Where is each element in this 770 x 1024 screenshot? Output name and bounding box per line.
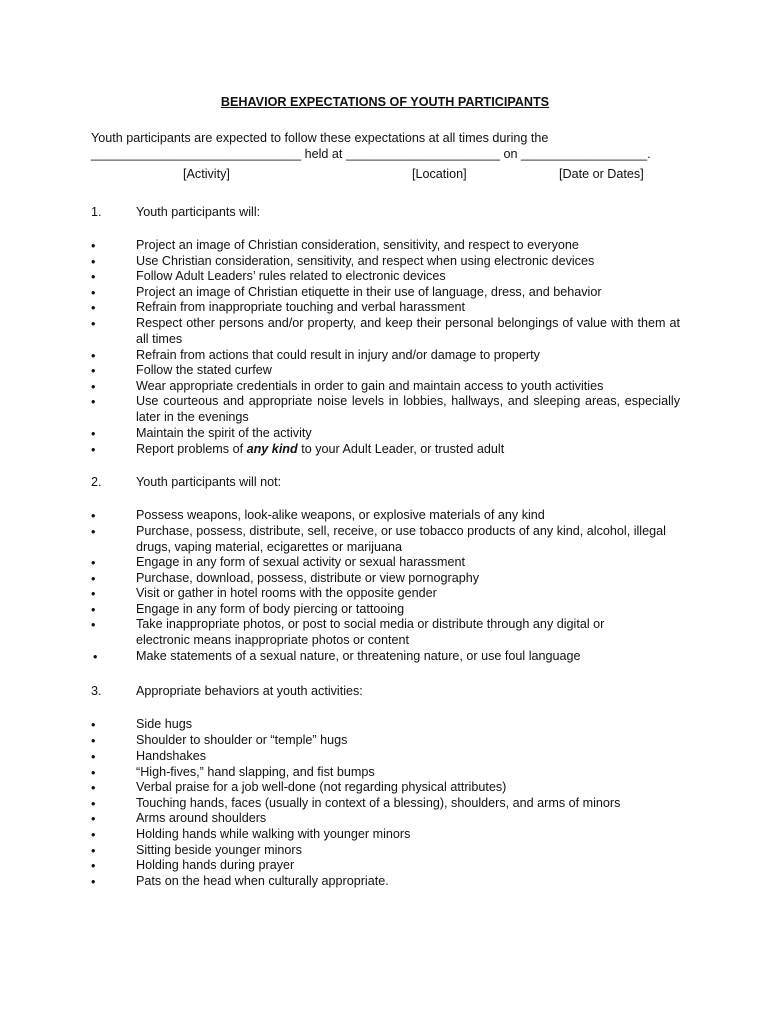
list-item: Engage in any form of sexual activity or sexual harassment xyxy=(136,555,465,569)
bullet-icon: • xyxy=(91,572,96,586)
bullet-icon: • xyxy=(91,828,96,842)
bullet-icon: • xyxy=(91,301,96,315)
any-kind-emphasis: any kind xyxy=(246,442,298,456)
list-item: Verbal praise for a job well-done (not regarding physical attributes) xyxy=(136,780,507,794)
list-item: Refrain from actions that could result in injury and/or damage to property xyxy=(136,348,540,362)
location-blank[interactable]: ______________________ xyxy=(345,147,501,161)
activity-blank[interactable]: ______________________________ xyxy=(91,147,302,161)
list-item: Make statements of a sexual nature, or threatening nature, or use foul language xyxy=(136,649,581,663)
list-item: Take inappropriate photos, or post to social media or distribute through any digital or electronic means inappropriate photos or content xyxy=(136,617,605,647)
document-title: BEHAVIOR EXPECTATIONS OF YOUTH PARTICIPANTS xyxy=(220,95,550,109)
bullet-icon: • xyxy=(91,364,96,378)
bullet-icon: • xyxy=(91,427,96,441)
bullet-icon: • xyxy=(91,603,96,617)
date-blank[interactable]: __________________. xyxy=(521,147,651,161)
bullet-icon: • xyxy=(91,349,96,363)
list-item: Visit or gather in hotel rooms with the opposite gender xyxy=(136,586,437,600)
list-item xyxy=(136,442,680,458)
bullet-icon: • xyxy=(91,587,96,601)
section-2-heading: Youth participants will not: xyxy=(136,475,282,489)
section-3-number: 3. xyxy=(91,684,102,698)
bullet-icon: • xyxy=(91,618,96,632)
list-item: Follow the stated curfew xyxy=(136,363,272,377)
held-at-text: held at xyxy=(301,147,346,161)
bullet-icon: • xyxy=(91,844,96,858)
bullet-icon: • xyxy=(91,509,96,523)
label-activity: [Activity] xyxy=(183,167,230,181)
list-item: Purchase, possess, distribute, sell, receive, or use tobacco products of any kind, alcohol, illegal drugs, vaping material, ecigarettes or marijuana xyxy=(136,524,666,554)
list-item: Sitting beside younger minors xyxy=(136,843,302,857)
section-2-number: 2. xyxy=(91,475,102,489)
list-item: Follow Adult Leaders’ rules related to electronic devices xyxy=(136,269,446,283)
bullet-icon: • xyxy=(91,556,96,570)
list-item: Holding hands during prayer xyxy=(136,858,295,872)
label-date: [Date or Dates] xyxy=(559,167,644,181)
bullet-icon: • xyxy=(91,718,96,732)
section-3-heading: Appropriate behaviors at youth activities: xyxy=(136,684,363,698)
list-item: Shoulder to shoulder or “temple” hugs xyxy=(136,733,348,747)
bullet-icon: • xyxy=(91,781,96,795)
bullet-icon: • xyxy=(91,255,96,269)
list-item: Wear appropriate credentials in order to gain and maintain access to youth activities xyxy=(136,379,604,393)
list-item: Arms around shoulders xyxy=(136,811,267,825)
bullet-icon: • xyxy=(91,286,96,300)
list-item: Respect other persons and/or property, and keep their personal belongings of value with them at all times xyxy=(136,316,680,346)
report-text-before: Report problems of xyxy=(136,442,247,456)
bullet-icon: • xyxy=(91,317,96,331)
list-item: Handshakes xyxy=(136,749,207,763)
bullet-icon: • xyxy=(91,859,96,873)
bullet-icon: • xyxy=(91,766,96,780)
list-item: Use courteous and appropriate noise levels in lobbies, hallways, and sleeping areas, especially later in the evenings xyxy=(136,394,680,424)
bullet-icon: • xyxy=(93,650,98,664)
list-item: Engage in any form of body piercing or tattooing xyxy=(136,602,405,616)
list-item: Pats on the head when culturally appropriate. xyxy=(136,874,389,888)
list-item: Maintain the spirit of the activity xyxy=(136,426,312,440)
list-item: Possess weapons, look-alike weapons, or explosive materials of any kind xyxy=(136,508,545,522)
list-item: Touching hands, faces (usually in context of a blessing), shoulders, and arms of minors xyxy=(136,796,621,810)
list-item: “High-fives,” hand slapping, and fist bumps xyxy=(136,765,375,779)
list-item: Use Christian consideration, sensitivity, and respect when using electronic devices xyxy=(136,254,595,268)
bullet-icon: • xyxy=(91,525,96,539)
on-text: on xyxy=(500,147,522,161)
label-location: [Location] xyxy=(412,167,467,181)
intro-blanks-line xyxy=(91,146,651,162)
bullet-icon: • xyxy=(91,734,96,748)
list-item: Side hugs xyxy=(136,717,193,731)
bullet-icon: • xyxy=(91,239,96,253)
section-1-heading: Youth participants will: xyxy=(136,205,261,219)
section-1-number: 1. xyxy=(91,205,102,219)
bullet-icon: • xyxy=(91,812,96,826)
bullet-icon: • xyxy=(91,875,96,889)
list-item: Project an image of Christian consideration, sensitivity, and respect to everyone xyxy=(136,238,579,252)
bullet-icon: • xyxy=(91,395,96,409)
bullet-icon: • xyxy=(91,270,96,284)
list-item: Refrain from inappropriate touching and verbal harassment xyxy=(136,300,466,314)
bullet-icon: • xyxy=(91,380,96,394)
bullet-icon: • xyxy=(91,797,96,811)
list-item: Holding hands while walking with younger minors xyxy=(136,827,411,841)
list-item: Purchase, download, possess, distribute or view pornography xyxy=(136,571,480,585)
list-item: Project an image of Christian etiquette in their use of language, dress, and behavior xyxy=(136,285,602,299)
bullet-icon: • xyxy=(91,443,96,457)
bullet-icon: • xyxy=(91,750,96,764)
intro-line: Youth participants are expected to follow these expectations at all times during the xyxy=(91,131,549,145)
report-text-after: to your Adult Leader, or trusted adult xyxy=(297,442,505,456)
